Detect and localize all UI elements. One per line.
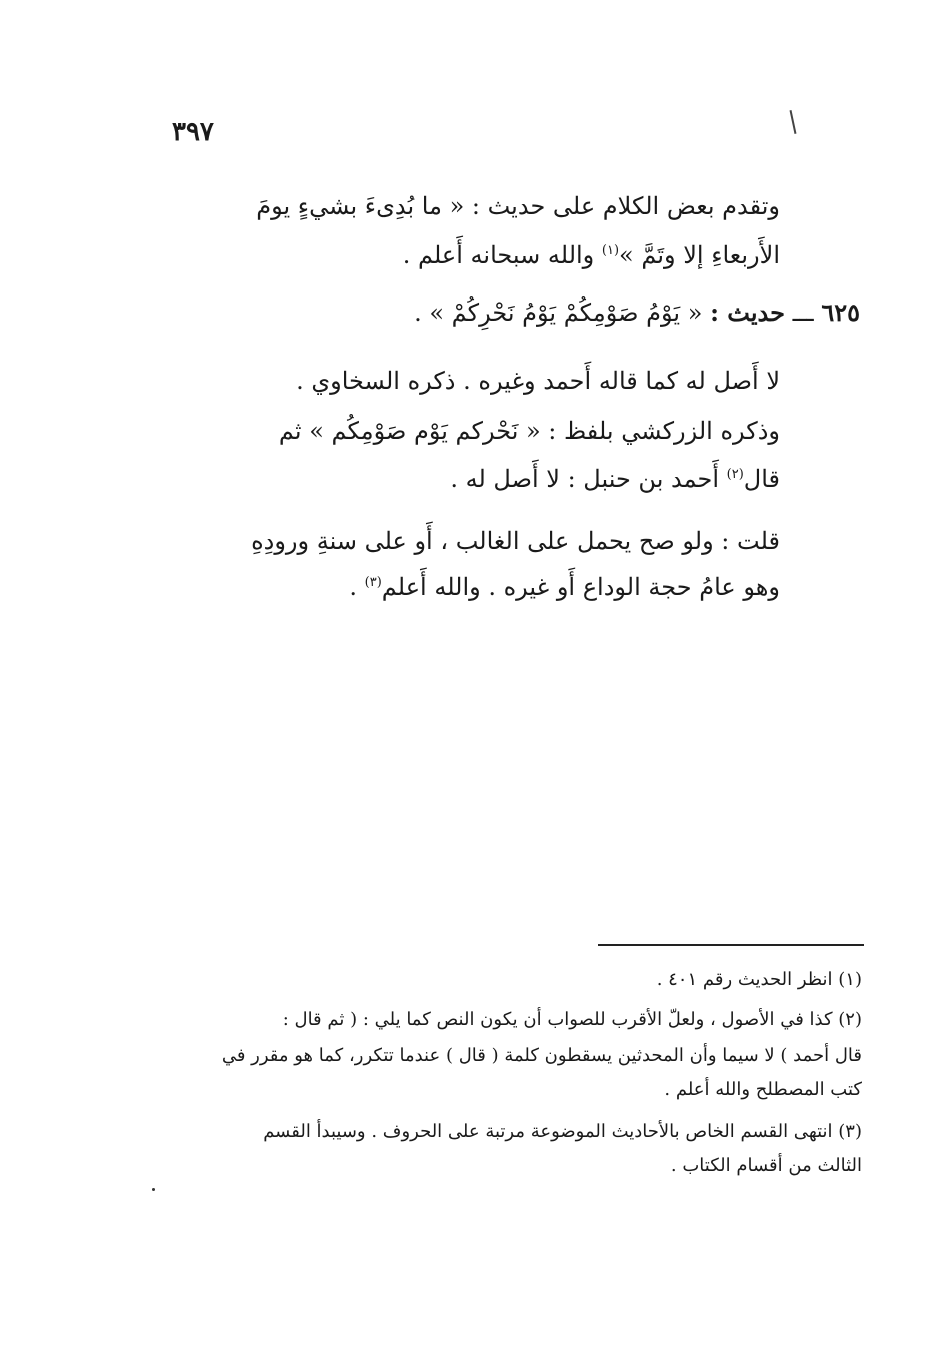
footnote-1: (١) انظر الحديث رقم ٤٠١ . <box>656 969 862 990</box>
paragraph-3-line-2 <box>170 462 780 496</box>
heading-dash: ـــ <box>784 299 822 327</box>
footnote-separator <box>598 944 864 946</box>
hadith-number: ٦٢٥ <box>821 298 860 327</box>
paragraph-4-line-2-text-b: . <box>349 573 365 601</box>
paragraph-3-line-1: وذكره الزركشي بلفظ : « نَحْركم يَوْم صَوْمِكُم » ثم <box>278 417 780 445</box>
footnote-ref-3: (٣) <box>364 575 382 590</box>
paragraph-1-line-2 <box>170 238 780 272</box>
paragraph-3-line-2-text-b: أَحمد بن حنبل : لا أَصل له . <box>450 465 727 493</box>
paragraph-1-line-2-text-a: الأَربعاءِ إلا وتَمَّ » <box>619 241 780 269</box>
paragraph-4-line-1: قلت : ولو صح يحمل على الغالب ، أَو على سنةِ ورودِهِ <box>251 527 780 555</box>
footnote-ref-2: (٢) <box>726 467 744 482</box>
stray-dot <box>152 1188 155 1191</box>
margin-mark <box>790 110 797 134</box>
hadith-heading <box>200 296 860 330</box>
footnote-2-line-3: كتب المصطلح والله أعلم . <box>664 1079 862 1100</box>
footnote-2-line-1: (٢) كذا في الأصول ، ولعلّ الأقرب للصواب أن يكون النص كما يلي : ( ثم قال : <box>282 1009 862 1030</box>
footnote-ref-1: (١) <box>601 243 620 258</box>
paragraph-3-line-2-text-a: قال <box>743 465 780 493</box>
paragraph-2-line-1: لا أَصل له كما قاله أَحمد وغيره . ذكره السخاوي . <box>296 367 780 395</box>
hadith-text: « يَوْمُ صَوْمِكُمْ يَوْمُ نَحْرِكُمْ » . <box>414 299 711 327</box>
paragraph-1-line-2-text-b: والله سبحانه أَعلم . <box>402 241 602 269</box>
footnote-3-line-2: الثالث من أقسام الكتاب . <box>670 1155 862 1176</box>
heading-label: حديث : <box>710 298 785 327</box>
footnote-2-line-2: قال أحمد ) لا سيما وأن المحدثين يسقطون كلمة ( قال ) عندما تتكرر، كما هو مقرر في <box>221 1045 862 1066</box>
paragraph-4-line-2 <box>170 570 780 604</box>
paragraph-1-line-1: وتقدم بعض الكلام على حديث : « ما بُدِىءَ بشيءٍ يومَ <box>256 192 780 220</box>
page-number: ٣٩٧ <box>172 117 214 147</box>
paragraph-4-line-2-text-a: وهو عامُ حجة الوداع أَو غيره . والله أَعلم <box>381 573 780 601</box>
footnote-3-line-1: (٣) انتهى القسم الخاص بالأحاديث الموضوعة مرتبة على الحروف . وسيبدأ القسم <box>263 1121 862 1142</box>
